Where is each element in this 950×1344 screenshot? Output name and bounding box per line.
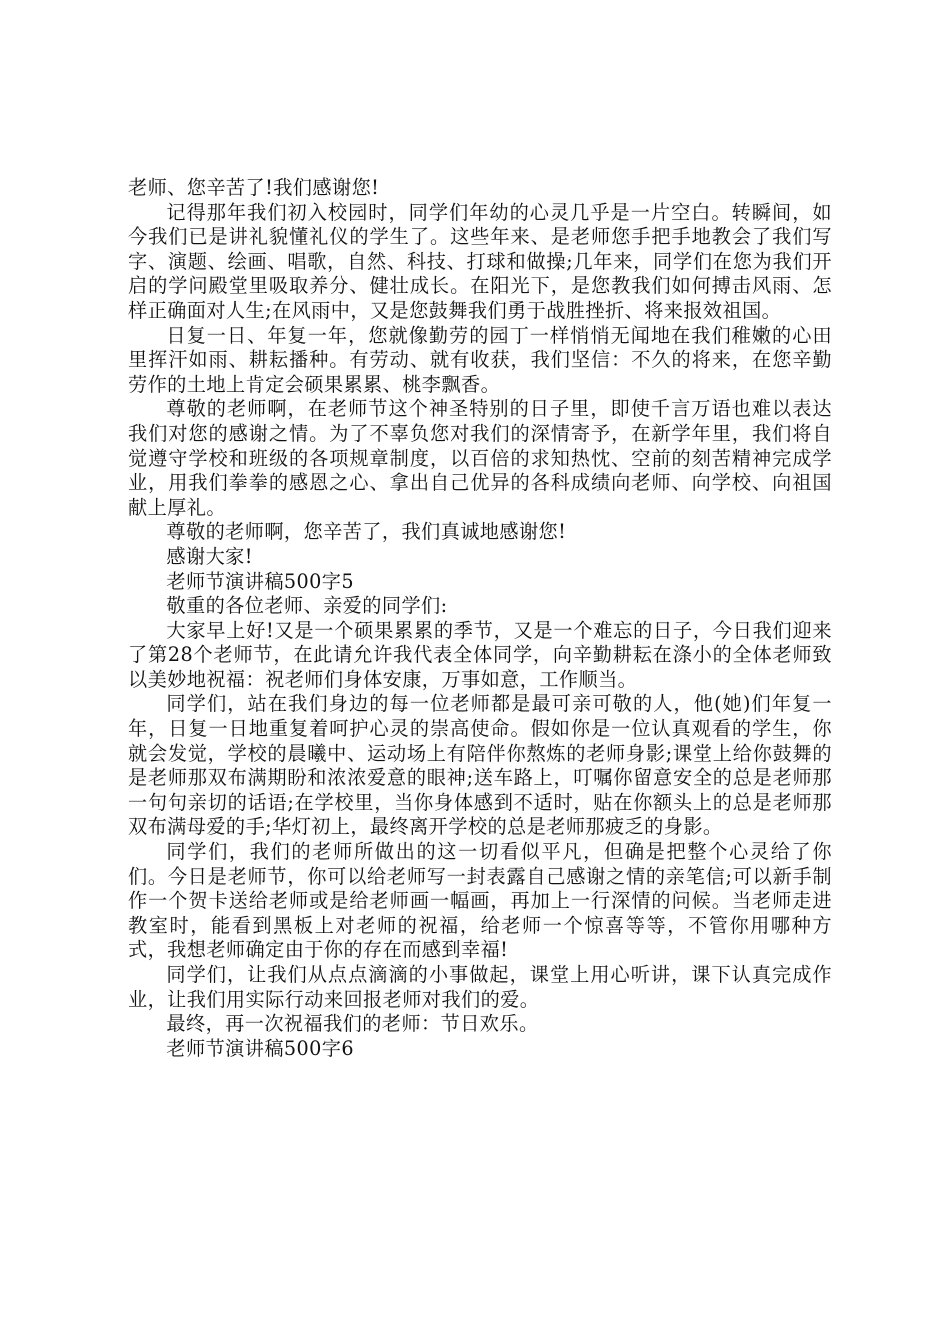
paragraph: 日复一日、年复一年，您就像勤劳的园丁一样悄悄无闻地在我们稚嫩的心田里挥汗如雨、耕耘播种。有劳动、就有收获，我们坚信：不久的将来，在您辛勤劳作的土地上肯定会硕果累累、桃李飘香。: [128, 323, 832, 396]
paragraph: 同学们，站在我们身边的每一位老师都是最可亲可敬的人，他(她)们年复一年，日复一日地重复着呵护心灵的崇高使命。假如你是一位认真观看的学生，你就会发觉，学校的晨曦中、运动场上有陪伴你熬炼的老师身影;课堂上给你鼓舞的是老师那双布满期盼和浓浓爱意的眼神;送车路上，叮嘱你留意安全的总是老师那一句句亲切的话语;在学校里，当你身体感到不适时，贴在你额头上的总是老师那双布满母爱的手;华灯初上，最终离开学校的总是老师那疲乏的身影。: [128, 692, 832, 839]
paragraph: 最终，再一次祝福我们的老师：节日欢乐。: [166, 1012, 539, 1036]
paragraph: 老师、您辛苦了!我们感谢您!: [128, 176, 380, 199]
paragraph: 尊敬的老师啊，在老师节这个神圣特别的日子里，即使千言万语也难以表达我们对您的感谢之情。为了不辜负您对我们的深情寄予，在新学年里，我们将自觉遵守学校和班级的各项规章制度，以百倍的求知热忱、空前的刻苦精神完成学业，用我们拳拳的感恩之心、拿出自己优异的各科成绩向老师、向学校、向祖国献上厚礼。: [128, 397, 832, 519]
document-body: [128, 176, 832, 1061]
paragraph: 尊敬的老师啊，您辛苦了，我们真诚地感谢您!: [166, 520, 567, 544]
paragraph: 大家早上好!又是一个硕果累累的季节，又是一个难忘的日子，今日我们迎来了第28个老师节，在此请允许我代表全体同学，向辛勤耕耘在涤小的全体老师致以美妙地祝福：祝老师们身体安康，万事如意，工作顺当。: [128, 618, 832, 691]
paragraph: 记得那年我们初入校园时，同学们年幼的心灵几乎是一片空白。转瞬间，如今我们已是讲礼貌懂礼仪的学生了。这些年来、是老师您手把手地教会了我们写字、演题、绘画、唱歌，自然、科技、打球和做操;几年来，同学们在您为我们开启的学问殿堂里吸取养分、健壮成长。在阳光下，是您教我们如何搏击风雨、怎样正确面对人生;在风雨中，又是您鼓舞我们勇于战胜挫折、将来报效祖国。: [128, 200, 832, 322]
paragraph: 敬重的各位老师、亲爱的同学们:: [166, 594, 448, 618]
paragraph: 感谢大家!: [166, 544, 253, 568]
paragraph: 同学们，我们的老师所做出的这一切看似平凡，但确是把整个心灵给了你们。今日是老师节，你可以给老师写一封表露自己感谢之情的亲笔信;可以新手制作一个贺卡送给老师或是给老师画一幅画，再加上一行深情的问候。当老师走进教室时，能看到黑板上对老师的祝福，给老师一个惊喜等等，不管你用哪种方式，我想老师确定由于你的存在而感到幸福!: [128, 840, 832, 962]
paragraph: 老师节演讲稿500字6: [166, 1036, 354, 1060]
paragraph: 老师节演讲稿500字5: [166, 569, 354, 593]
paragraph: 同学们，让我们从点点滴滴的小事做起，课堂上用心听讲，课下认真完成作业，让我们用实际行动来回报老师对我们的爱。: [128, 963, 832, 1011]
